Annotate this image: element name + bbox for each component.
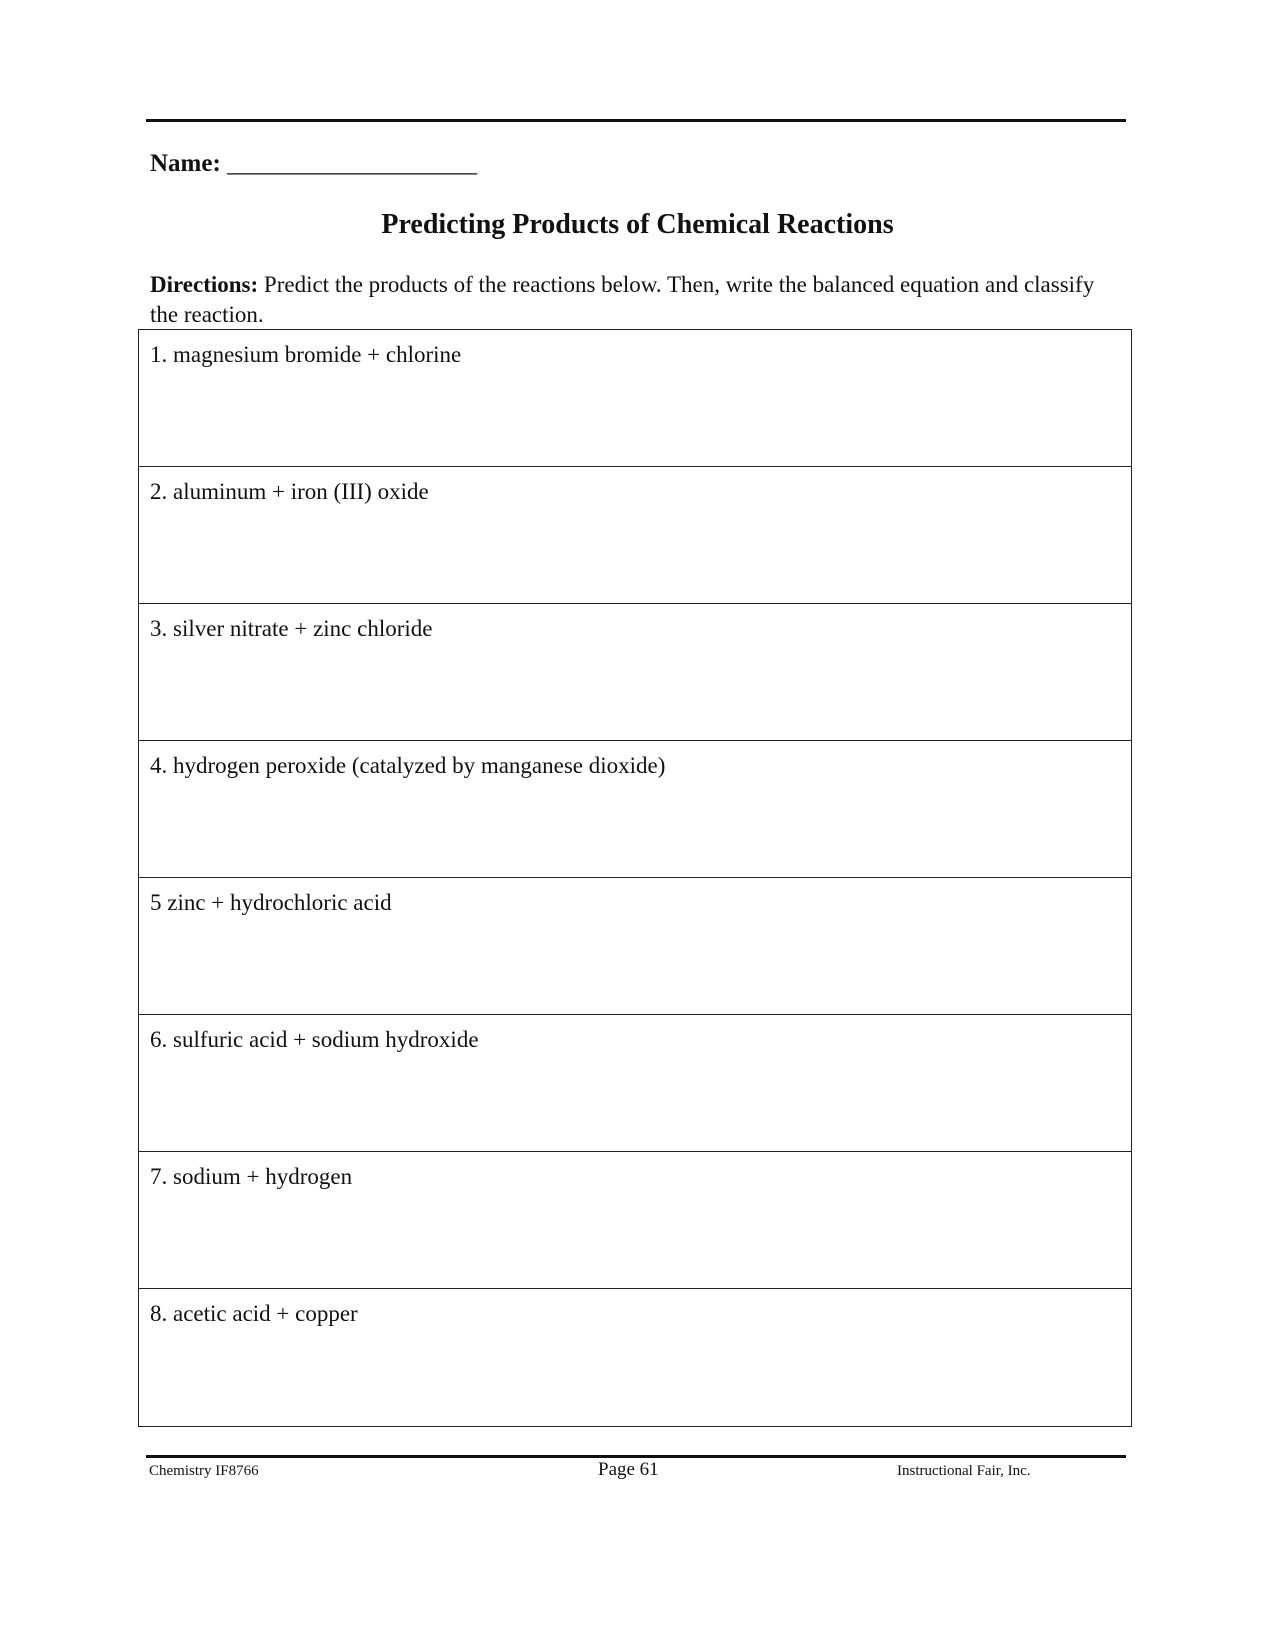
reaction-prompt: 5 zinc + hydrochloric acid <box>150 890 392 915</box>
reaction-row-4[interactable] <box>139 741 1131 878</box>
reaction-row-2[interactable] <box>139 467 1131 604</box>
reactions-table <box>138 329 1132 1427</box>
directions-text: Predict the products of the reactions below. Then, write the balanced equation and classify the reaction. <box>150 272 1095 327</box>
name-blank[interactable]: ____________________ <box>227 150 478 177</box>
bottom-rule <box>146 1455 1126 1458</box>
directions <box>150 270 1115 330</box>
name-label: Name: <box>150 150 221 177</box>
footer-publisher: Instructional Fair, Inc. <box>897 1463 1031 1479</box>
reaction-prompt: 3. silver nitrate + zinc chloride <box>150 616 433 641</box>
reaction-row-6[interactable] <box>139 1015 1131 1152</box>
footer-page-number: Page 61 <box>598 1459 659 1480</box>
top-rule <box>146 119 1126 122</box>
reaction-row-8[interactable] <box>139 1289 1131 1426</box>
directions-label: Directions: <box>150 272 259 297</box>
reaction-row-7[interactable] <box>139 1152 1131 1289</box>
reaction-prompt: 7. sodium + hydrogen <box>150 1164 353 1189</box>
reaction-prompt: 1. magnesium bromide + chlorine <box>150 342 462 367</box>
reaction-row-5[interactable] <box>139 878 1131 1015</box>
reaction-prompt: 6. sulfuric acid + sodium hydroxide <box>150 1027 479 1052</box>
reaction-prompt: 8. acetic acid + copper <box>150 1301 358 1326</box>
footer-course: Chemistry IF8766 <box>149 1463 259 1479</box>
reaction-row-1[interactable] <box>139 330 1131 467</box>
name-field[interactable] <box>150 150 477 178</box>
worksheet-title: Predicting Products of Chemical Reactions <box>381 209 894 240</box>
reaction-row-3[interactable] <box>139 604 1131 741</box>
reaction-prompt: 4. hydrogen peroxide (catalyzed by manganese dioxide) <box>150 753 666 778</box>
reaction-prompt: 2. aluminum + iron (III) oxide <box>150 479 429 504</box>
